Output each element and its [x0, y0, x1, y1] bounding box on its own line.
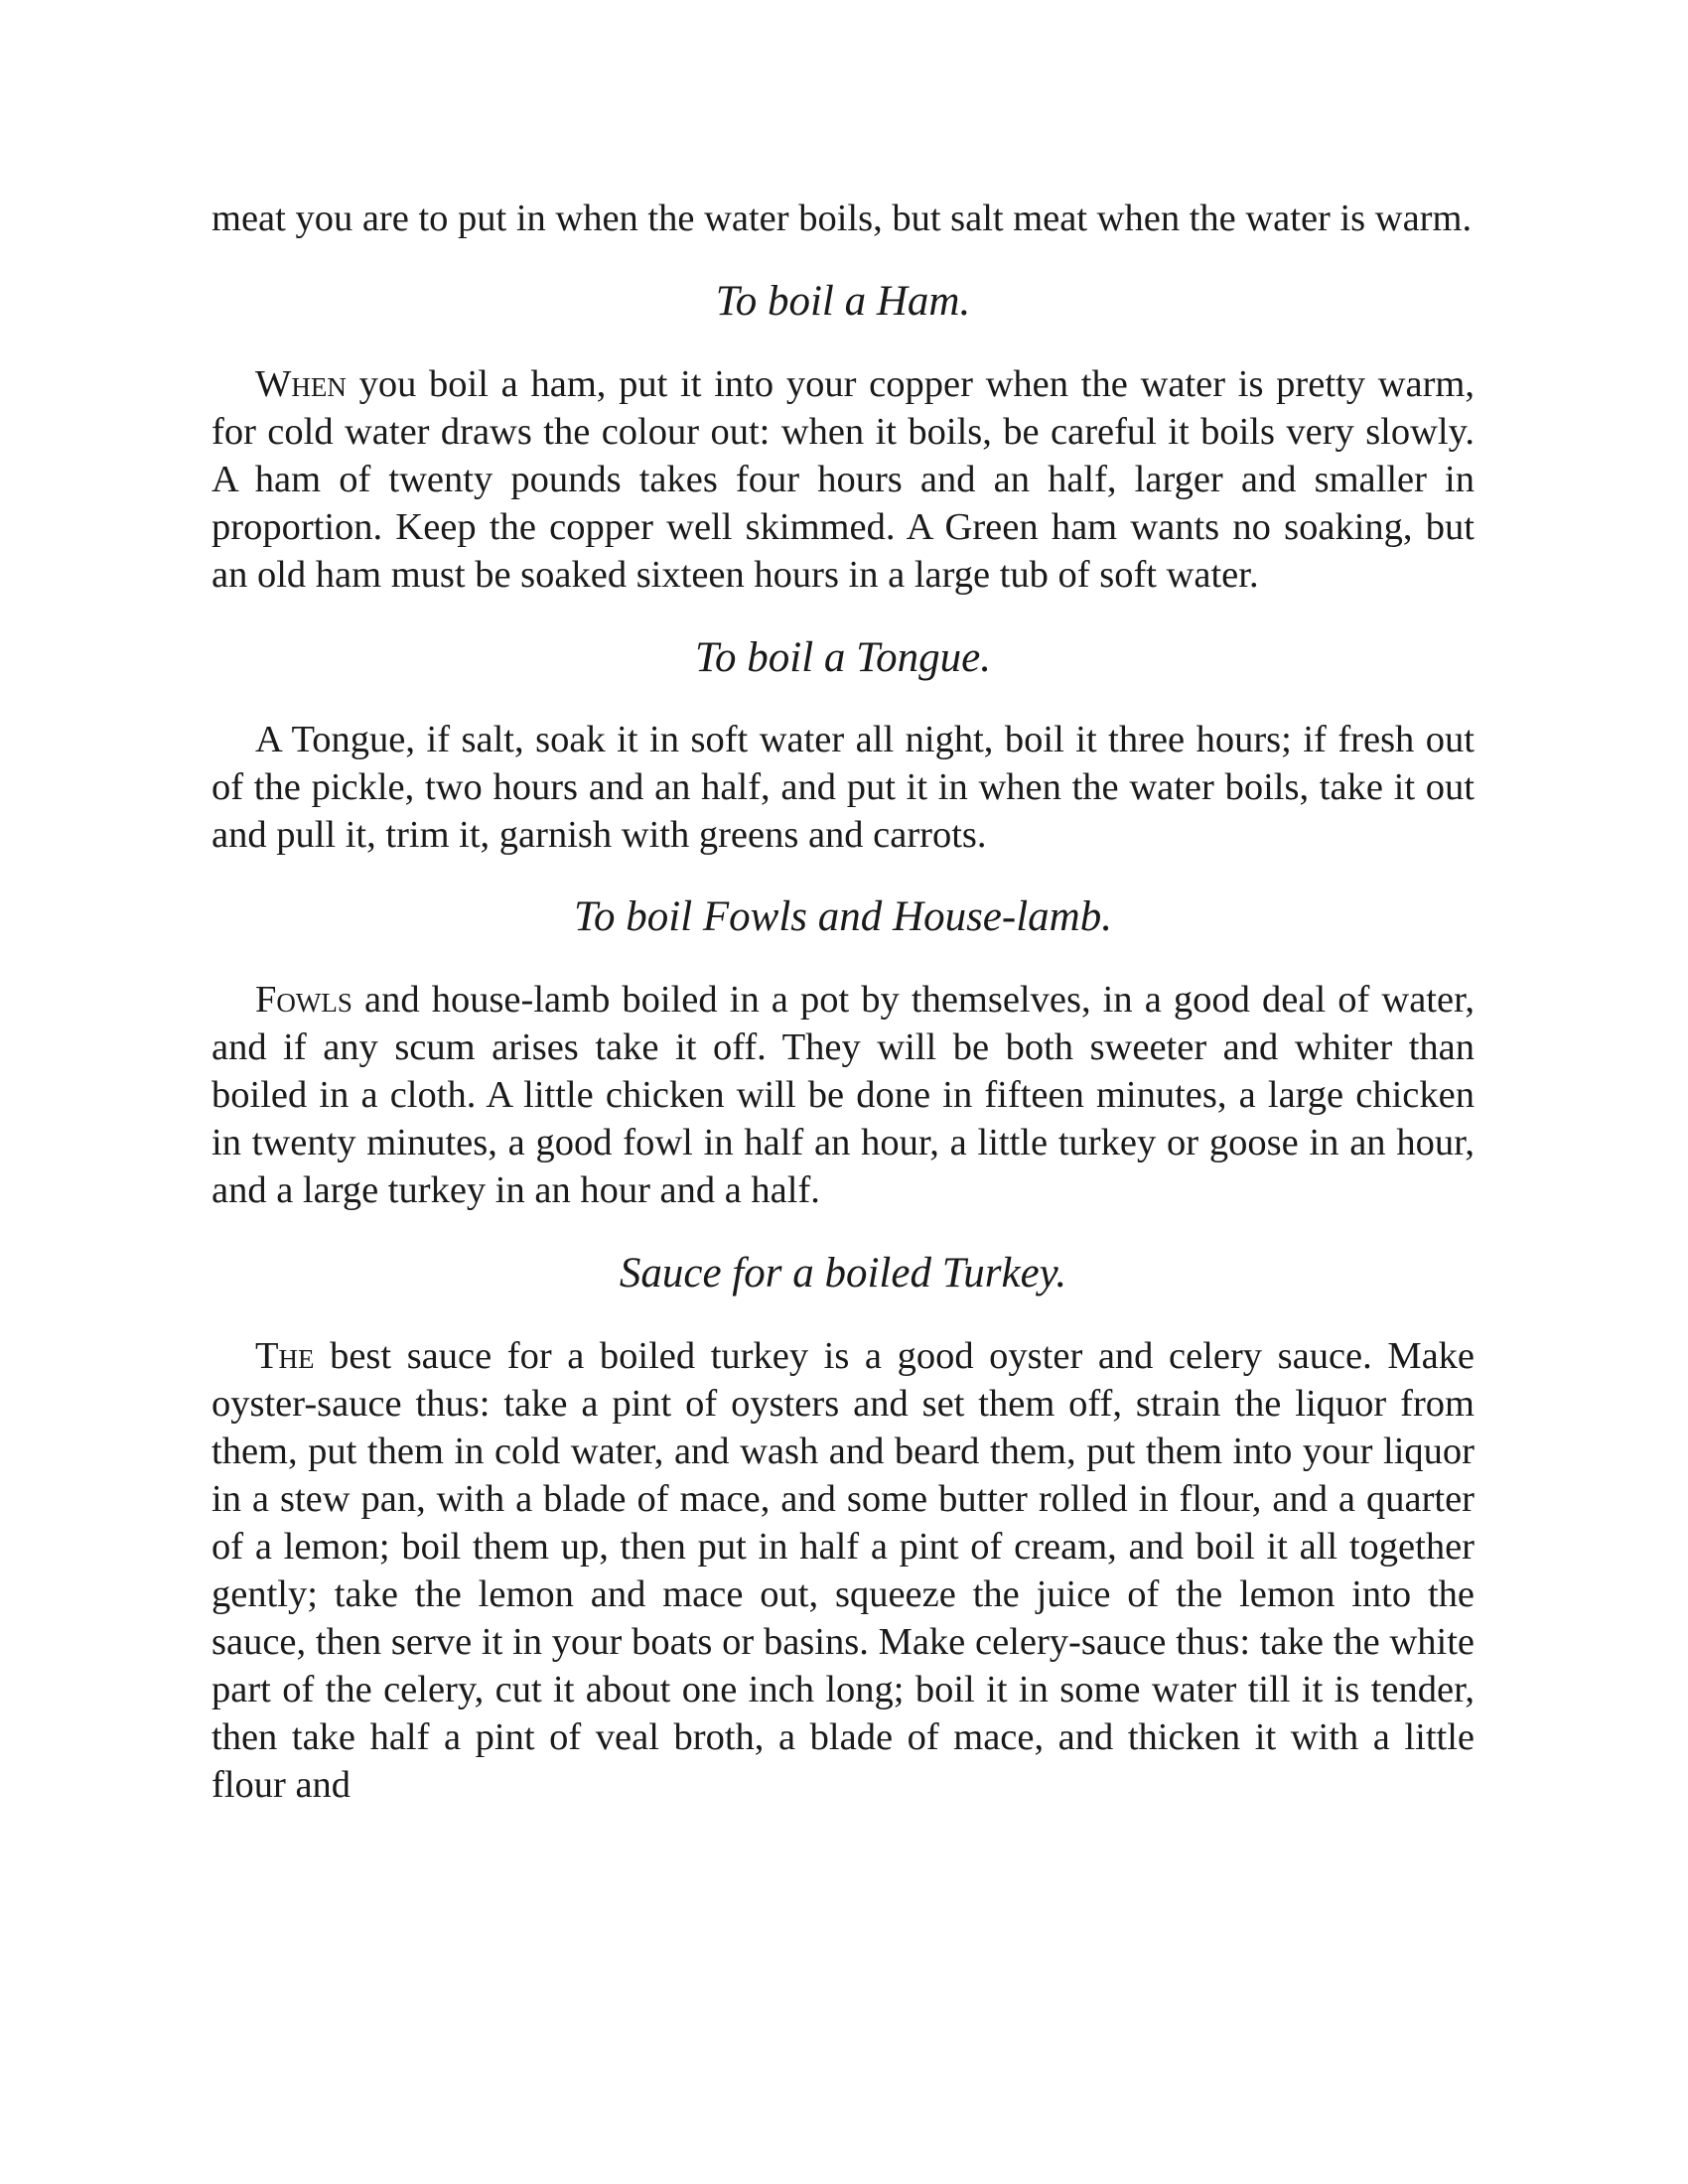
page-body — [211, 195, 1475, 1809]
paragraph-text: you boil a ham, put it into your copper when the water is pretty warm, for cold water draws the colour out: when it boils, be careful it boils very slowly. A ham of twenty pounds takes four hours and an half, larger and smaller in proportion. Keep the copper well skimmed. A Green ham wants no soaking, but an old ham must be soaked sixteen hours in a large tub of soft water. — [211, 363, 1475, 596]
section-heading-fowls: To boil Fowls and House-lamb. — [574, 893, 1112, 940]
paragraph-text: and house-lamb boiled in a pot by themselves, in a good deal of water, and if any scum arises take it off. They will be both sweeter and whiter than boiled in a cloth. A little chicken will be done in fifteen minutes, a large chicken in twenty minutes, a good fowl in half an hour, a little turkey or goose in an hour, and a large turkey in an hour and a half. — [211, 979, 1475, 1211]
lead-word: When — [255, 363, 347, 405]
paragraph-tongue: A Tongue, if salt, soak it in soft water all night, boil it three hours; if fresh out of the pickle, two hours and an half, and put it in when the water boils, take it out and pull it, trim it, garnish with greens and carrots. — [211, 719, 1475, 856]
lead-word: Fowls — [255, 979, 352, 1021]
paragraph-fowls — [211, 976, 1475, 1214]
section-heading-ham: To boil a Ham. — [715, 278, 971, 325]
continuation-paragraph: meat you are to put in when the water boils, but salt meat when the water is warm. — [211, 198, 1473, 239]
section-heading-turkey-sauce: Sauce for a boiled Turkey. — [619, 1250, 1067, 1297]
paragraph-text: best sauce for a boiled turkey is a good oyster and celery sauce. Make oyster-sauce thus: take a pint of oysters and set them off, strain the liquor from them, put them in cold water, and wash and beard them, put them into your liquor in a stew pan, with a blade of mace, and some butter rolled in flour, and a quarter of a lemon; boil them up, then put in half a pint of cream, and boil it all together gently; take the lemon and mace out, squeeze the juice of the lemon into the sauce, then serve it in your boats or basins. Make celery-sauce thus: take the white part of the celery, cut it about one inch long; boil it in some water till it is tender, then take half a pint of veal broth, a blade of mace, and thicken it with a little flour and — [211, 1335, 1475, 1806]
section-heading-tongue: To boil a Tongue. — [695, 634, 991, 681]
paragraph-turkey-sauce — [211, 1332, 1475, 1809]
paragraph-ham — [211, 360, 1475, 599]
lead-word: The — [255, 1335, 315, 1377]
